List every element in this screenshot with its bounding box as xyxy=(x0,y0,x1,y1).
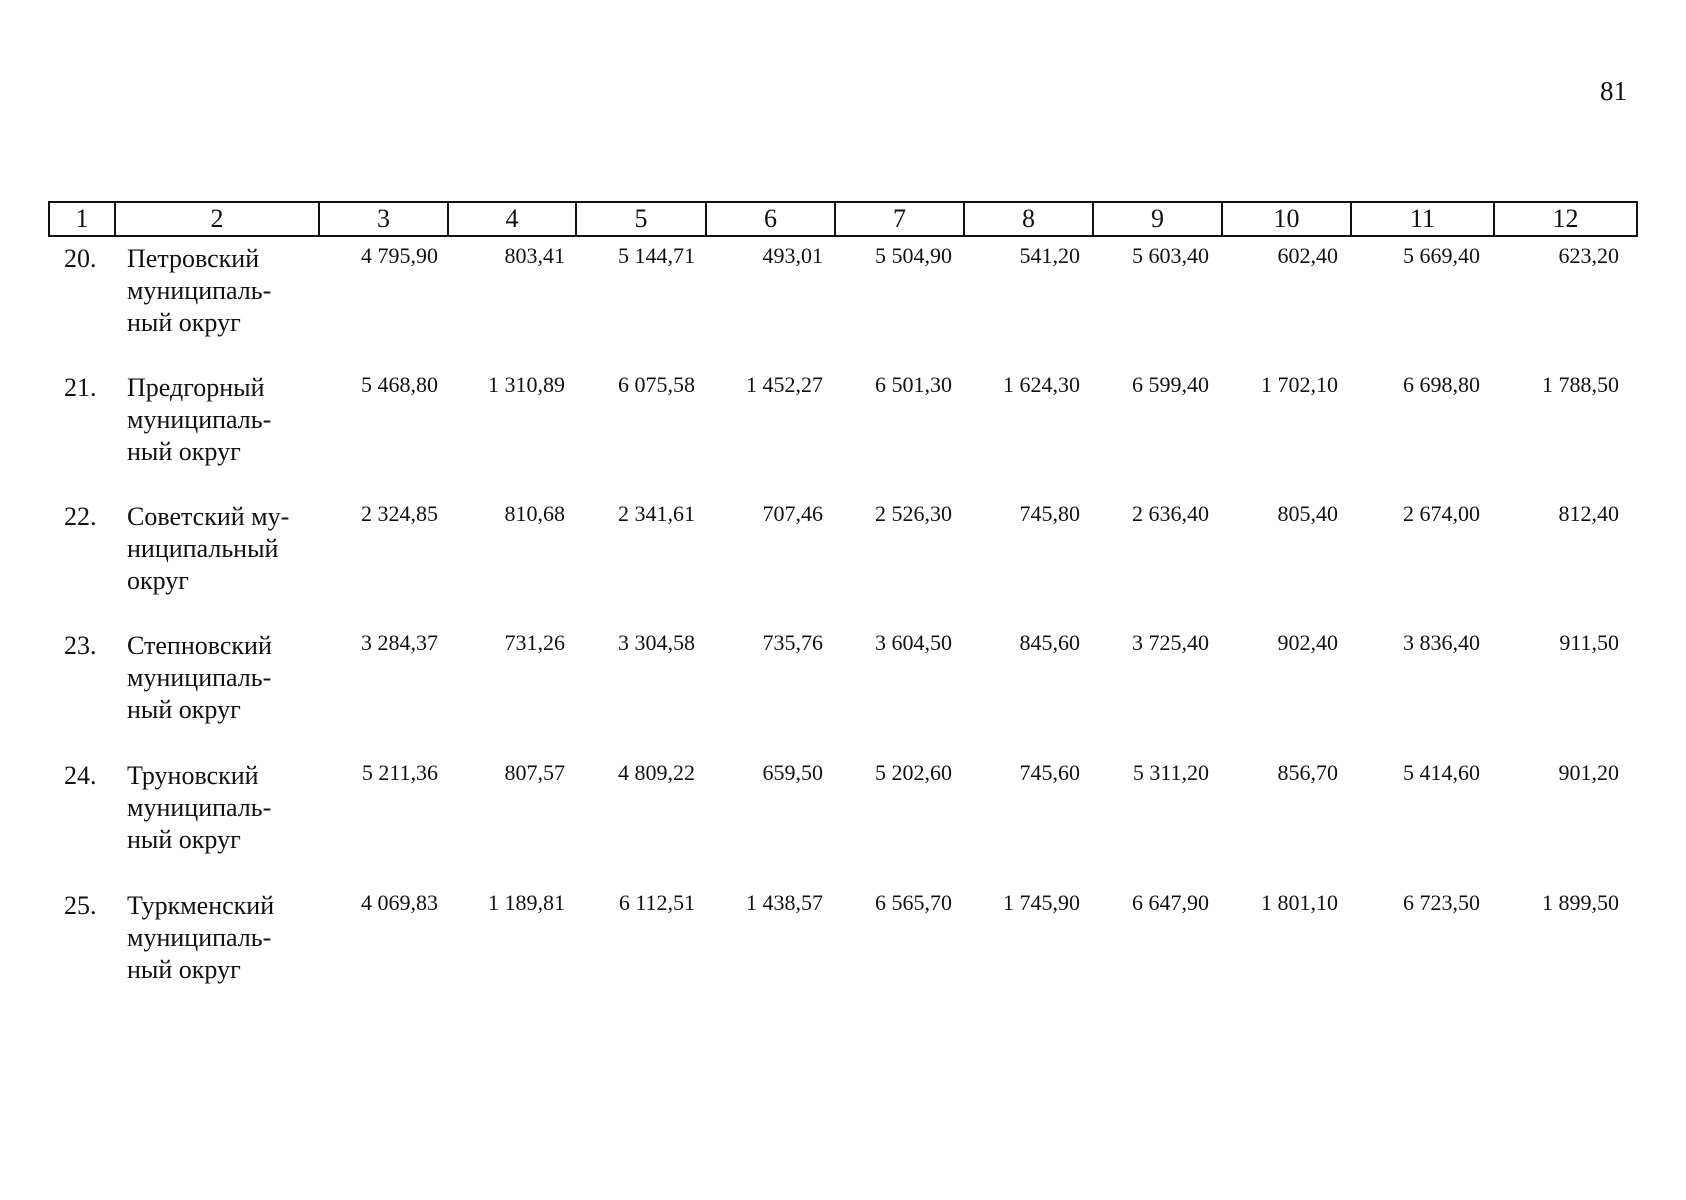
value-cell: 6 565,70 xyxy=(875,890,952,915)
value-cell: 1 788,50 xyxy=(1542,372,1619,397)
header-cell: 1 xyxy=(49,202,115,236)
district-name-line: округ xyxy=(127,566,189,595)
value-cell: 5 504,90 xyxy=(875,243,952,268)
value-cell: 805,40 xyxy=(1277,501,1338,526)
row-number: 22. xyxy=(64,502,97,531)
table-row xyxy=(0,630,1686,750)
header-cell: 6 xyxy=(706,202,835,236)
value-cell: 810,68 xyxy=(504,501,565,526)
row-number: 20. xyxy=(64,244,97,273)
row-number: 25. xyxy=(64,891,97,920)
value-cell: 4 069,83 xyxy=(361,890,438,915)
column-number-header xyxy=(48,201,1638,237)
row-number: 24. xyxy=(64,761,97,790)
value-cell: 6 647,90 xyxy=(1132,890,1209,915)
header-cell: 7 xyxy=(835,202,964,236)
value-cell: 1 189,81 xyxy=(488,890,565,915)
district-name-line: Советский му- xyxy=(127,502,290,531)
district-name-line: ный округ xyxy=(127,955,241,984)
header-cell: 10 xyxy=(1222,202,1351,236)
header-cell: 12 xyxy=(1494,202,1637,236)
value-cell: 4 809,22 xyxy=(618,760,695,785)
value-cell: 1 310,89 xyxy=(488,372,565,397)
value-cell: 602,40 xyxy=(1277,243,1338,268)
district-name xyxy=(127,243,327,339)
value-cell: 3 725,40 xyxy=(1132,630,1209,655)
district-name xyxy=(127,760,327,856)
value-cell: 745,60 xyxy=(1019,760,1080,785)
value-cell: 803,41 xyxy=(504,243,565,268)
row-number: 23. xyxy=(64,631,97,660)
value-cell: 5 669,40 xyxy=(1403,243,1480,268)
value-cell: 5 311,20 xyxy=(1132,760,1209,785)
value-cell: 911,50 xyxy=(1559,630,1619,655)
value-cell: 1 745,90 xyxy=(1003,890,1080,915)
table-row xyxy=(0,243,1686,363)
value-cell: 5 202,60 xyxy=(875,760,952,785)
value-cell: 2 526,30 xyxy=(875,501,952,526)
district-name-line: Труновский xyxy=(127,761,259,790)
page-number: 81 xyxy=(1600,76,1627,106)
district-name-line: муниципаль- xyxy=(127,793,272,822)
district-name xyxy=(127,372,327,468)
district-name-line: Петровский xyxy=(127,244,260,273)
value-cell: 3 284,37 xyxy=(361,630,438,655)
value-cell: 735,76 xyxy=(762,630,823,655)
value-cell: 3 836,40 xyxy=(1403,630,1480,655)
header-cell: 9 xyxy=(1093,202,1222,236)
value-cell: 807,57 xyxy=(504,760,565,785)
district-name xyxy=(127,630,327,726)
district-name xyxy=(127,501,327,597)
value-cell: 902,40 xyxy=(1277,630,1338,655)
value-cell: 6 723,50 xyxy=(1403,890,1480,915)
district-name-line: муниципаль- xyxy=(127,276,272,305)
district-name-line: ный округ xyxy=(127,437,241,466)
header-cell: 11 xyxy=(1351,202,1494,236)
district-name-line: ный округ xyxy=(127,695,241,724)
value-cell: 707,46 xyxy=(762,501,823,526)
value-cell: 3 604,50 xyxy=(875,630,952,655)
district-name-line: Степновский xyxy=(127,631,272,660)
value-cell: 1 438,57 xyxy=(746,890,823,915)
value-cell: 731,26 xyxy=(504,630,565,655)
value-cell: 1 452,27 xyxy=(746,372,823,397)
value-cell: 2 674,00 xyxy=(1403,501,1480,526)
value-cell: 2 636,40 xyxy=(1132,501,1209,526)
value-cell: 6 599,40 xyxy=(1132,372,1209,397)
district-name-line: муниципаль- xyxy=(127,663,272,692)
value-cell: 6 698,80 xyxy=(1403,372,1480,397)
value-cell: 659,50 xyxy=(762,760,823,785)
table-row xyxy=(0,501,1686,621)
value-cell: 4 795,90 xyxy=(361,243,438,268)
value-cell: 623,20 xyxy=(1558,243,1619,268)
district-name-line: ный округ xyxy=(127,308,241,337)
value-cell: 856,70 xyxy=(1277,760,1338,785)
table-row xyxy=(0,760,1686,880)
value-cell: 1 702,10 xyxy=(1261,372,1338,397)
header-cell: 4 xyxy=(448,202,576,236)
value-cell: 5 603,40 xyxy=(1132,243,1209,268)
header-cell: 8 xyxy=(964,202,1093,236)
value-cell: 745,80 xyxy=(1019,501,1080,526)
district-name xyxy=(127,890,327,986)
value-cell: 1 801,10 xyxy=(1261,890,1338,915)
district-name-line: ный округ xyxy=(127,825,241,854)
value-cell: 845,60 xyxy=(1019,630,1080,655)
value-cell: 5 414,60 xyxy=(1403,760,1480,785)
value-cell: 6 112,51 xyxy=(618,890,695,915)
header-cell: 3 xyxy=(319,202,448,236)
header-cell: 2 xyxy=(115,202,319,236)
value-cell: 6 075,58 xyxy=(618,372,695,397)
value-cell: 5 144,71 xyxy=(618,243,695,268)
header-cell: 5 xyxy=(576,202,706,236)
district-name-line: Туркменский xyxy=(127,891,275,920)
district-name-line: Предгорный xyxy=(127,373,265,402)
value-cell: 812,40 xyxy=(1558,501,1619,526)
value-cell: 5 211,36 xyxy=(361,760,438,785)
value-cell: 5 468,80 xyxy=(361,372,438,397)
value-cell: 1 624,30 xyxy=(1003,372,1080,397)
table-row xyxy=(0,890,1686,1010)
value-cell: 2 341,61 xyxy=(618,501,695,526)
value-cell: 901,20 xyxy=(1558,760,1619,785)
district-name-line: муниципаль- xyxy=(127,405,272,434)
value-cell: 3 304,58 xyxy=(618,630,695,655)
table-row xyxy=(0,372,1686,492)
row-number: 21. xyxy=(64,373,97,402)
value-cell: 493,01 xyxy=(762,243,823,268)
value-cell: 6 501,30 xyxy=(875,372,952,397)
value-cell: 1 899,50 xyxy=(1542,890,1619,915)
district-name-line: ниципальный xyxy=(127,534,279,563)
value-cell: 2 324,85 xyxy=(361,501,438,526)
value-cell: 541,20 xyxy=(1019,243,1080,268)
district-name-line: муниципаль- xyxy=(127,923,272,952)
